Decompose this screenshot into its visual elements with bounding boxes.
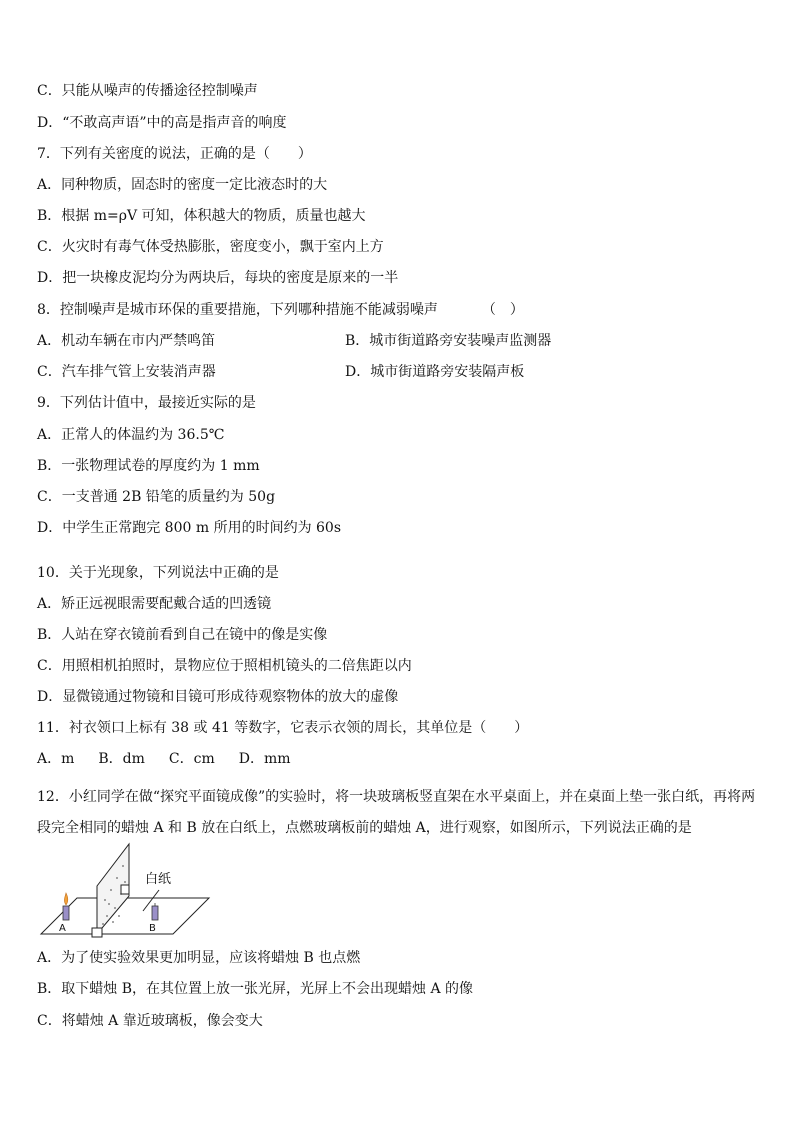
flame-icon	[64, 893, 67, 905]
q7-option-c: C．火灾时有毒气体受热膨胀，密度变小，飘于室内上方	[37, 239, 384, 255]
candle-a-label: A	[59, 923, 66, 934]
q8-answer-paren: （ ）	[481, 302, 524, 318]
q10-option-c: C．用照相机拍照时，景物应位于照相机镜头的二倍焦距以内	[37, 658, 412, 674]
q9-option-a: A．正常人的体温约为 36.5℃	[37, 427, 225, 443]
q10-option-b: B．人站在穿衣镜前看到自己在镜中的像是实像	[37, 627, 328, 643]
q11-option-d: D．mm	[238, 751, 291, 767]
candle-a	[63, 906, 69, 920]
q12-option-c: C．将蜡烛 A 靠近玻璃板，像会变大	[37, 1013, 263, 1029]
top-holder	[121, 885, 129, 894]
q12-option-b: B．取下蜡烛 B，在其位置上放一张光屏，光屏上不会出现蜡烛 A 的像	[37, 981, 474, 997]
q8-option-a: A．机动车辆在市内严禁鸣笛	[37, 333, 216, 349]
q7-stem: 7．下列有关密度的说法，正确的是（ ）	[37, 146, 312, 162]
q9-option-d: D．中学生正常跑完 800 m 所用的时间约为 60s	[37, 520, 342, 536]
q10-stem: 10．关于光现象，下列说法中正确的是	[37, 565, 279, 581]
q7-option-b: B．根据 m=ρV 可知，体积越大的物质，质量也越大	[37, 208, 366, 224]
q8-option-d: D．城市街道路旁安装隔声板	[345, 364, 525, 380]
q9-stem: 9．下列估计值中，最接近实际的是	[37, 395, 256, 411]
q11-stem: 11．衬衣领口上标有 38 或 41 等数字，它表示衣领的周长，其单位是（ ）	[37, 720, 529, 736]
q8-stem: 8．控制噪声是城市环保的重要措施，下列哪种措施不能减弱噪声	[37, 302, 438, 318]
plane-mirror-experiment-figure	[37, 838, 213, 944]
q12-option-a: A．为了使实验效果更加明显，应该将蜡烛 B 也点燃	[37, 950, 361, 966]
q11-option-b: B．dm	[98, 751, 145, 767]
q8-stem-line	[37, 301, 524, 319]
plate-holder	[92, 928, 102, 937]
q10-option-d: D．显微镜通过物镜和目镜可形成待观察物体的放大的虚像	[37, 689, 399, 705]
paper-label: 白纸	[145, 872, 172, 887]
q9-option-b: B．一张物理试卷的厚度约为 1 mm	[37, 458, 260, 474]
candle-b-label: B	[149, 923, 156, 934]
q8-option-b: B．城市街道路旁安装噪声监测器	[345, 333, 552, 349]
q11-options	[37, 750, 291, 768]
q7-option-d: D．把一块橡皮泥均分为两块后，每块的密度是原来的一半	[37, 270, 399, 286]
q9-option-c: C．一支普通 2B 铅笔的质量约为 50g	[37, 489, 276, 505]
q6-option-d: D．“不敢高声语”中的高是指声音的响度	[37, 115, 287, 131]
q12-stem: 12．小红同学在做“探究平面镜成像”的实验时，将一块玻璃板竖直架在水平桌面上，并在桌面上垫一张白纸，再将两段完全相同的蜡烛 A 和 B 放在白纸上，点燃玻璃板前的蜡烛 A，进行观察，如图所示，下列说法正确的是	[37, 789, 756, 836]
q10-option-a: A．矫正远视眼需要配戴合适的凹透镜	[37, 596, 272, 612]
q8-option-c: C．汽车排气管上安装消声器	[37, 364, 216, 380]
q11-option-c: C．cm	[168, 751, 215, 767]
q7-option-a: A．同种物质，固态时的密度一定比液态时的大	[37, 177, 328, 193]
q11-option-a: A．m	[37, 751, 75, 767]
candle-b	[152, 906, 158, 920]
q6-option-c: C．只能从噪声的传播途径控制噪声	[37, 83, 258, 99]
